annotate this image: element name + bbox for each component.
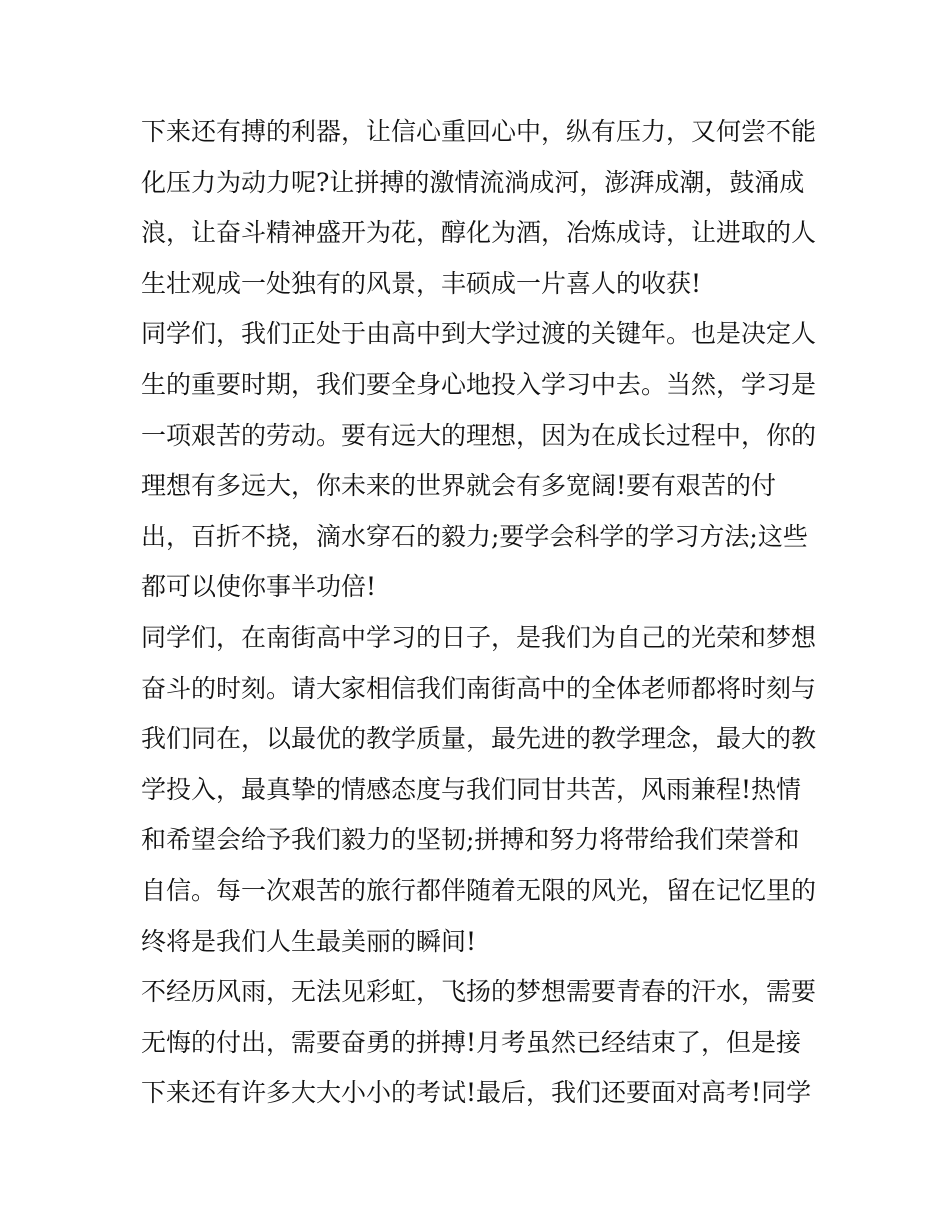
text-line: 理想有多远大，你未来的世界就会有多宽阔!要有艰苦的付 (141, 471, 777, 501)
text-line: 自信。每一次艰苦的旅行都伴随着无限的风光，留在记忆里的 (141, 875, 817, 905)
text-line: 下来还有许多大大小小的考试!最后，我们还要面对高考!同学 (141, 1078, 812, 1108)
body-text (141, 107, 841, 1119)
text-line: 浪，让奋斗精神盛开为花，醇化为酒，冶炼成诗，让进取的人 (141, 218, 817, 248)
text-line: 终将是我们人生最美丽的瞬间! (141, 926, 477, 956)
text-line: 出，百折不挠，滴水穿石的毅力;要学会科学的学习方法;这些 (141, 521, 808, 551)
text-line: 学投入，最真挚的情感态度与我们同甘共苦，风雨兼程!热情 (141, 774, 802, 804)
text-line: 无悔的付出，需要奋勇的拼搏!月考虽然已经结束了，但是接 (141, 1027, 802, 1057)
text-line: 我们同在，以最优的教学质量，最先进的教学理念，最大的教 (141, 724, 817, 754)
text-line: 下来还有搏的利器，让信心重回心中，纵有压力，又何尝不能 (141, 117, 817, 146)
text-line: 生壮观成一处独有的风景，丰硕成一片喜人的收获! (141, 268, 702, 298)
text-line: 不经历风雨，无法见彩虹，飞扬的梦想需要青春的汗水，需要 (141, 977, 817, 1007)
text-line: 化压力为动力呢?让拼搏的激情流淌成河，澎湃成潮，鼓涌成 (141, 167, 805, 197)
text-line: 同学们，我们正处于由高中到大学过渡的关键年。也是决定人 (141, 319, 817, 349)
text-line: 同学们，在南街高中学习的日子，是我们为自己的光荣和梦想 (141, 622, 817, 652)
text-line: 奋斗的时刻。请大家相信我们南街高中的全体老师都将时刻与 (141, 673, 817, 703)
text-line: 生的重要时期，我们要全身心地投入学习中去。当然，学习是 (141, 369, 817, 399)
text-line: 和希望会给予我们毅力的坚韧;拼搏和努力将带给我们荣誉和 (141, 825, 800, 855)
text-line: 一项艰苦的劳动。要有远大的理想，因为在成长过程中，你的 (141, 420, 817, 450)
text-line: 都可以使你事半功倍! (141, 572, 377, 602)
